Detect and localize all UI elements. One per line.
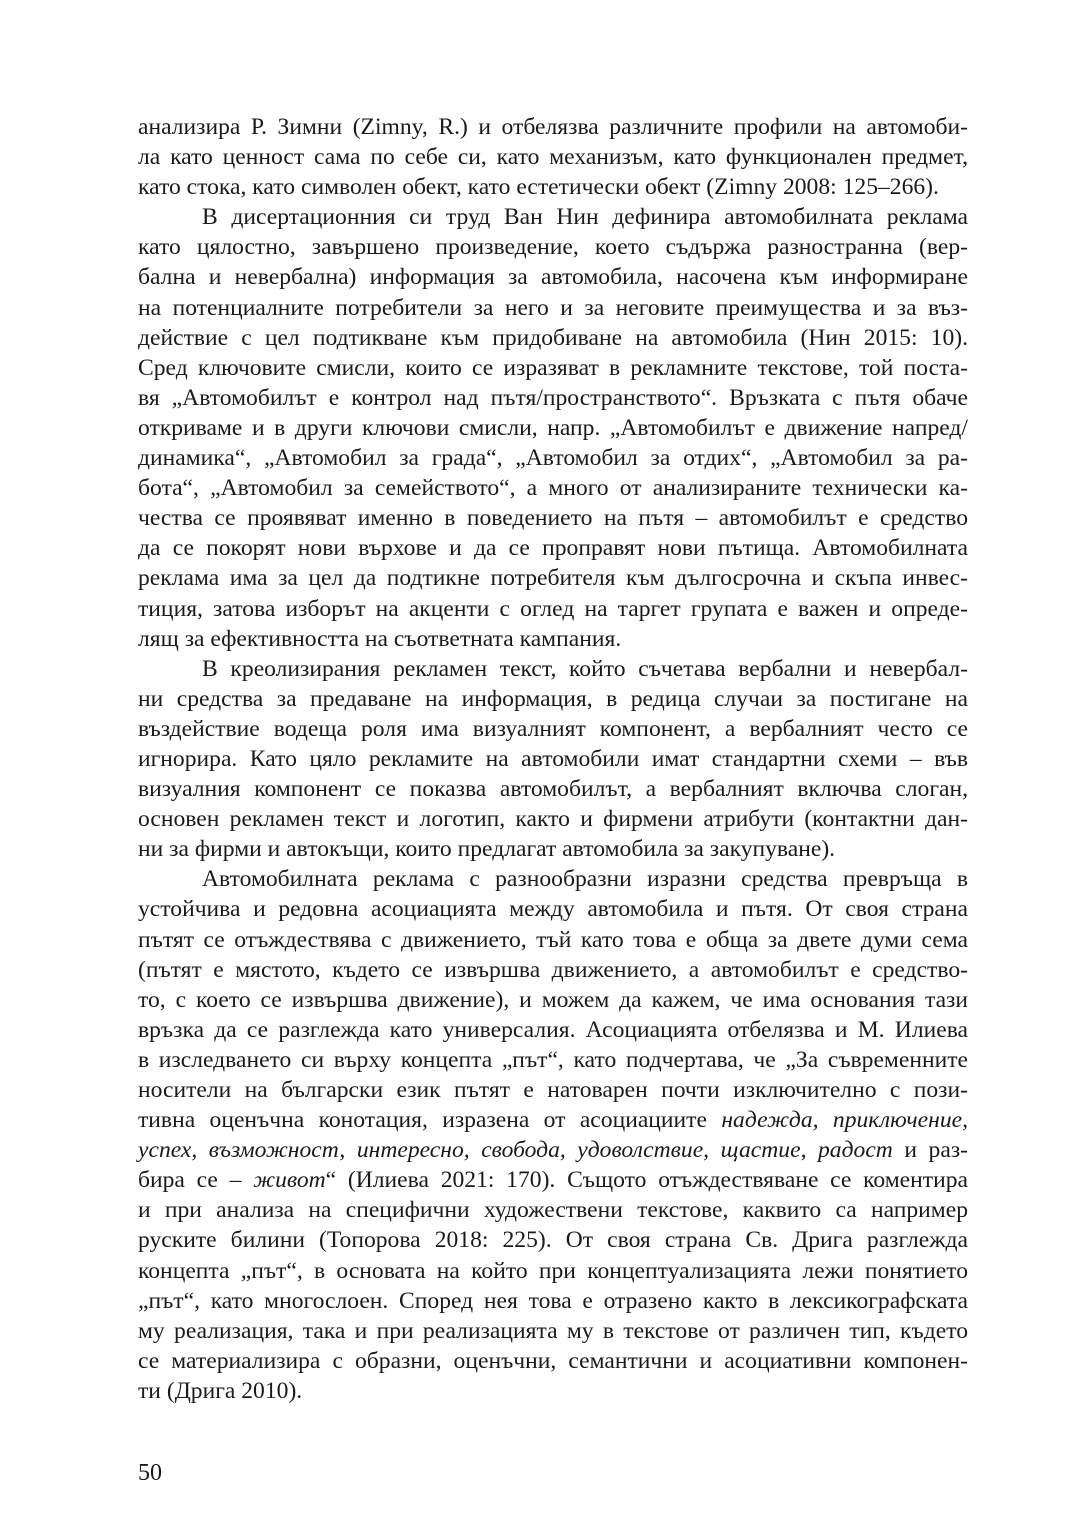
text-line: игнорира. Като цяло рекламите на автомобили имат стандартни схеми – във [138, 745, 968, 772]
text-line: чества се проявяват именно в поведението на пътя – автомобилът е средство [138, 505, 968, 532]
text-line: „път“, като многослоен. Според нея това е отразено както в лексикографската [138, 1287, 968, 1314]
text-line: анализира Р. Зимни (Zimny, R.) и отбелязва различните профили на автомоби- [138, 114, 968, 140]
text-line: реклама има за цел да подтикне потребителя към дългосрочна и скъпа инвес- [138, 565, 968, 592]
italic-text: надежда, приключение, [721, 1107, 969, 1134]
text-line: В креолизирания рекламен текст, който съчетава вербални и невербал- [202, 655, 968, 682]
text-line: Сред ключовите смисли, които се изразяват в рекламните текстове, той поста- [138, 354, 968, 381]
paragraph-2 [138, 202, 968, 653]
text-line: вя „Автомобилът е контрол над пътя/пространството“. Връзката с пътя обаче [138, 384, 968, 411]
text-line: устойчива и редовна асоциацията между автомобила и пътя. От своя страна [138, 896, 968, 923]
text-line [138, 1135, 968, 1165]
text-run: и раз- [892, 1137, 968, 1164]
text-line: концепта „път“, в основата на който при концептуализацията лежи понятието [138, 1257, 968, 1284]
text-line: в изследването си върху концепта „път“, като подчертава, че „За съвременните [138, 1046, 968, 1073]
text-line: ти (Дрига 2010). [138, 1377, 303, 1404]
text-line: ни за фирми и автокъщи, които предлагат автомобила за закупуване). [138, 836, 836, 863]
text-line: като стока, като символен обект, като естетически обект (Zimny 2008: 125–266). [138, 174, 939, 201]
text-line: динамика“, „Автомобил за града“, „Автомобил за отдих“, „Автомобил за ра- [138, 445, 968, 472]
text-line: бална и невербална) информация за автомобила, насочена към информиране [138, 264, 968, 291]
text-line: откриваме и в други ключови смисли, напр. „Автомобилът е движение напред/ [138, 414, 968, 441]
text-line: въздействие водеща роля има визуалният компонент, а вербалният често се [138, 715, 968, 742]
page-number: 50 [138, 1460, 162, 1486]
text-line: пътят се отъждествява с движението, тъй като това е обща за двете думи сема [138, 926, 968, 953]
text-line: му реализация, така и при реализацията му в текстове от различен тип, където [138, 1317, 968, 1344]
text-line: то, с което се извършва движение), и можем да кажем, че има основания тази [138, 986, 968, 1013]
page-body [138, 112, 968, 1406]
text-line: се материализира с образни, оценъчни, семантични и асоциативни компонен- [138, 1347, 968, 1374]
paragraph-4 [138, 864, 968, 1406]
text-run: “ (Илиева 2021: 170). Същото отъждествяване се коментира [325, 1167, 968, 1194]
text-line: действие с цел подтикване към придобиване на автомобила (Нин 2015: 10). [138, 324, 968, 351]
text-line: като цялостно, завършено произведение, което съдържа разностранна (вер- [138, 234, 968, 261]
text-line [138, 1105, 968, 1135]
text-line: носители на български език пътят е натоварен почти изключително с пози- [138, 1077, 968, 1103]
text-line: връзка да се разглежда като универсалия. Асоциацията отбелязва и М. Илиева [138, 1016, 968, 1043]
italic-text: живот [253, 1167, 326, 1194]
text-line: ла като ценност сама по себе си, като механизъм, като функционален предмет, [138, 144, 968, 171]
text-line: основен рекламен текст и логотип, както и фирмени атрибути (контактни дан- [138, 806, 968, 833]
text-line: тиция, затова изборът на акценти с оглед на таргет групата е важен и опреде- [138, 595, 968, 622]
text-run: тивна оценъчна конотация, изразена от асоциациите [138, 1107, 722, 1134]
italic-text: успех, възможност, интересно, свобода, удоволствие, щастие, радост [138, 1137, 893, 1164]
paragraph-1 [138, 112, 968, 202]
text-line: В дисертационния си труд Ван Нин дефинира автомобилната реклама [202, 204, 968, 231]
text-line: (пътят е мястото, където се извършва движението, а автомобилът е средство- [138, 956, 968, 983]
text-line: бота“, „Автомобил за семейството“, а много от анализираните технически ка- [138, 475, 968, 502]
paragraph-3 [138, 654, 968, 865]
text-line: ни средства за предаване на информация, в редица случаи за постигане на [138, 685, 968, 712]
text-line [138, 1165, 968, 1195]
text-line: Автомобилната реклама с разнообразни изразни средства превръща в [202, 866, 968, 893]
text-line: руските билини (Топорова 2018: 225). От своя страна Св. Дрига разглежда [138, 1227, 968, 1254]
text-line: на потенциалните потребители за него и за неговите преимущества и за въз- [138, 294, 968, 321]
text-line: да се покорят нови върхове и да се проправят нови пътища. Автомобилната [138, 535, 968, 562]
text-line: лящ за ефективността на съответната кампания. [138, 625, 622, 652]
text-line: и при анализа на специфични художествени текстове, каквито са например [138, 1197, 968, 1224]
text-run: бира се – [138, 1167, 254, 1194]
text-line: визуалния компонент се показва автомобилът, а вербалният включва слоган, [138, 776, 968, 803]
